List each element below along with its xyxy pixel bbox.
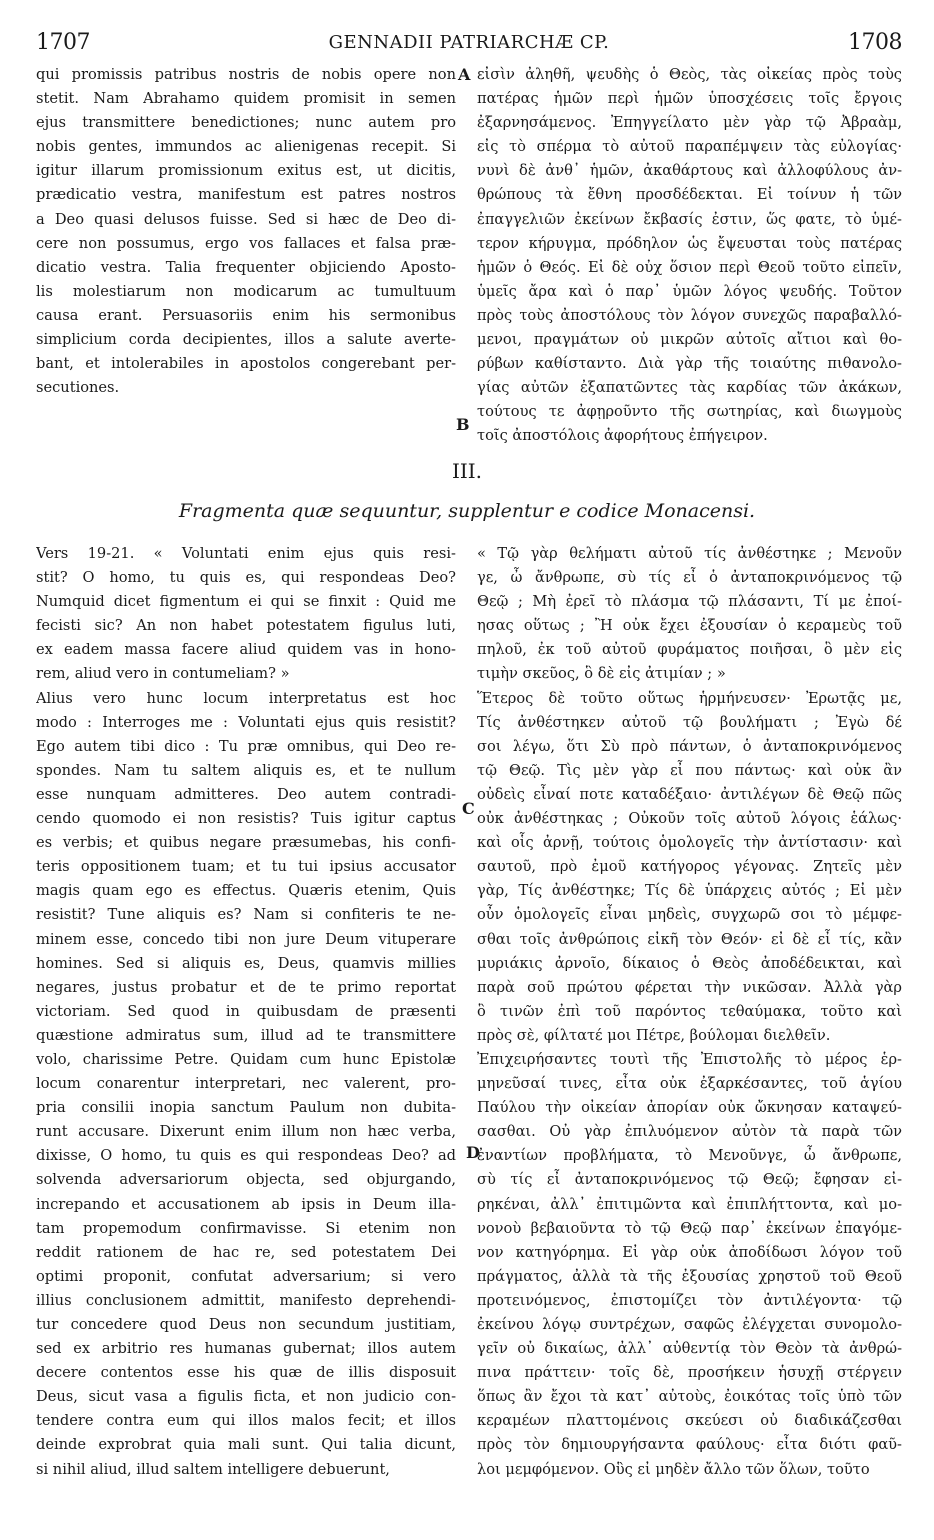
text-line: γεῖν οὐ δικαίως, ἀλλ᾽ αὐθεντίᾳ τὸν Θεὸν τὰ ἀνθρώ- bbox=[477, 1340, 902, 1358]
latin-column-bottom bbox=[36, 542, 456, 1482]
text-line: solvenda adversariorum objecta, sed objurgando, bbox=[36, 1171, 456, 1189]
section-heading: Fragmenta quæ sequuntur, supplentur e codice Monacensi. bbox=[178, 500, 756, 522]
text-line: dixisse, O homo, tu quis es qui respondeas Deo? ad bbox=[36, 1147, 456, 1165]
text-line: σαυτοῦ, πρὸ ἐμοῦ κατήγορος γέγονας. Ζητεῖς μὲν bbox=[477, 858, 902, 876]
text-line: νον κατηγόρημα. Εἰ γὰρ οὐκ ἀποδίδωσι λόγον τοῦ bbox=[477, 1243, 902, 1261]
text-line: prædicatio vestra, manifestum est patres nostros bbox=[36, 186, 456, 204]
text-line: spondes. Nam tu saltem aliquis es, et te nullum bbox=[36, 761, 456, 779]
text-line: σὺ τίς εἶ ἀνταποκρινόμενος τῷ Θεῷ; ἔφησαν εἰ- bbox=[477, 1171, 902, 1189]
text-line: victoriam. Sed quod in quibusdam de præsenti bbox=[36, 1002, 456, 1020]
text-line: ἡμῶν ὁ Θεός. Εἰ δὲ οὐχ ὅσιον περὶ Θεοῦ τοῦτο εἰπεῖν, bbox=[477, 258, 902, 276]
page-header bbox=[36, 30, 902, 64]
margin-marker-a: A bbox=[458, 65, 471, 84]
text-line: οὖν ὁμολογεῖς εἶναι μηδεὶς, συγχωρῶ σοι τὸ μέμφε- bbox=[477, 906, 902, 924]
text-line: ex eadem massa facere aliud quidem vas in hono- bbox=[36, 641, 456, 659]
text-line: ὅπως ἂν ἔχοι τὰ κατ᾽ αὐτοὺς, ἐοικότας τοῖς ὑπὸ τῶν bbox=[477, 1388, 902, 1406]
page-number-left: 1707 bbox=[36, 30, 90, 55]
text-line: νυνὶ δὲ ἀνθ᾽ ἡμῶν, ἀκαθάρτους καὶ ἀλλοφύλους ἀν- bbox=[477, 162, 902, 180]
text-line: νονοὺ βεβαιοῦντα τὸ τῷ Θεῷ παρ᾽ ἐκείνων ἐπαγόμε- bbox=[477, 1219, 902, 1237]
margin-marker-b: B bbox=[456, 415, 470, 434]
text-line: κεραμέων πλαττομένοις σκεύεσι οὐ διαδικάζεσθαι bbox=[477, 1412, 902, 1430]
text-line: qui promissis patribus nostris de nobis opere non bbox=[36, 66, 456, 83]
text-line: γίας αὐτῶν ἐξαπατῶντες τὰς καρδίας τῶν ἀκάκων, bbox=[477, 379, 902, 397]
text-line: Ἕτερος δὲ τοῦτο οὕτως ἡρμήνευσεν· Ἐρωτᾷς με, bbox=[477, 689, 902, 707]
text-line: magis quam ego es effectus. Quæris etenim, Quis bbox=[36, 882, 456, 900]
text-line: πηλοῦ, ἐκ τοῦ αὐτοῦ φυράματος ποιῆσαι, ὃ μὲν εἰς bbox=[477, 641, 902, 659]
text-line: οὐδεὶς εἶναί ποτε καταδέξαιο· ἀντιλέγων δὲ Θεῷ πῶς bbox=[477, 785, 902, 803]
text-line: ρύβων καθίσταντο. Διὰ γὰρ τῆς τοιαύτης πιθανολο- bbox=[477, 355, 902, 373]
text-line: ἐξαρνησάμενος. Ἐπηγγείλατο μὲν γὰρ τῷ Ἀβραὰμ, bbox=[477, 114, 902, 132]
text-line: esse nunquam admitteres. Deo autem contradi- bbox=[36, 785, 456, 803]
text-line: πράγματος, ἀλλὰ τὰ τῆς ἐξουσίας χρηστοῦ τοῦ Θεοῦ bbox=[477, 1267, 902, 1285]
text-line: illius conclusionem admittit, manifesto deprehendi- bbox=[36, 1291, 456, 1309]
margin-marker-c: C bbox=[462, 799, 475, 818]
text-line: θρώπους τὰ ἔθνη προσδέδεκται. Εἰ τοίνυν ἡ τῶν bbox=[477, 186, 902, 204]
text-line: τοῖς ἀποστόλοις ἀφορήτους ἐπήγειρον. bbox=[477, 427, 768, 445]
text-line: cere non possumus, ergo vos fallaces et falsa præ- bbox=[36, 234, 456, 252]
text-line: runt accusare. Dixerunt enim illum non hæc verba, bbox=[36, 1123, 456, 1141]
text-line: εἰσὶν ἀληθῆ, ψευδὴς ὁ Θεὸς, τὰς οἰκείας πρὸς τοὺς bbox=[477, 66, 902, 83]
text-line: volo, charissime Petre. Quidam cum hunc Epistolæ bbox=[36, 1050, 456, 1068]
text-line: Deus, sicut vasa a figulis ficta, et non judicio con- bbox=[36, 1388, 456, 1406]
text-line: a Deo quasi delusos fuisse. Sed si hæc de Deo di- bbox=[36, 210, 456, 228]
running-title: GENNADII PATRIARCHÆ CP. bbox=[328, 32, 610, 53]
text-line: πινα πράττειν· τοῖς δὲ, προσήκειν ἡσυχῇ στέργειν bbox=[477, 1364, 902, 1382]
text-line: igitur illarum promissionum exitus est, ut dicitis, bbox=[36, 162, 456, 180]
text-line: ησας οὕτως ; Ἢ οὐκ ἔχει ἐξουσίαν ὁ κεραμεὺς τοῦ bbox=[477, 617, 902, 635]
text-line: increpando et accusationem ab ipsis in Deum illa- bbox=[36, 1195, 456, 1213]
text-line: causa erant. Persuasoriis enim his sermonibus bbox=[36, 306, 456, 324]
text-line: μυριάκις ἀρνοῖο, δίκαιος ὁ Θεὸς ἀποδέδεικται, καὶ bbox=[477, 954, 902, 972]
text-line: resistit? Tune aliquis es? Nam si confiteris te ne- bbox=[36, 906, 456, 924]
text-line: σθαι τοῖς ἀνθρώποις εἰκῆ τὸν Θεόν· εἰ δὲ εἶ τίς, κἂν bbox=[477, 930, 902, 948]
text-line: ἐκείνου λόγῳ συντρέχων, σαφῶς ἐλέγχεται συνομολο- bbox=[477, 1316, 902, 1333]
text-line: minem esse, concedo tibi non jure Deum vituperare bbox=[36, 930, 456, 948]
text-line: fecisti sic? An non habet potestatem figulus luti, bbox=[36, 617, 456, 635]
text-line: οὐκ ἀνθέστηκας ; Οὐκοῦν τοῖς αὐτοῦ λόγοις ἑάλως· bbox=[477, 810, 902, 828]
margin-marker-d: D bbox=[466, 1143, 480, 1162]
text-line: τῷ Θεῷ. Τὶς μὲν γὰρ εἶ που πάντως· καὶ οὐκ ἂν bbox=[477, 761, 902, 779]
greek-column-bottom bbox=[477, 542, 902, 1482]
text-line: προτεινόμενος, ἐπιστομίζει τὸν ἀντιλέγοντα· τῷ bbox=[477, 1291, 902, 1309]
text-line: stetit. Nam Abrahamo quidem promisit in semen bbox=[36, 90, 456, 108]
text-line: « Τῷ γὰρ θελήματι αὐτοῦ τίς ἀνθέστηκε ; Μενοῦν bbox=[477, 545, 902, 562]
text-line: Τίς ἀνθέστηκεν αὐτοῦ τῷ βουλήματι ; Ἐγὼ δέ bbox=[477, 713, 902, 731]
text-line: negares, justus probatur et de te primo reportat bbox=[36, 978, 456, 996]
text-line: ὑμεῖς ἄρα καὶ ὁ παρ᾽ ὑμῶν λόγος ψευδής. Τοῦτον bbox=[477, 282, 902, 300]
text-line: tur concedere quod Deus non secundum justitiam, bbox=[36, 1316, 456, 1333]
text-line: μενοι, πραγμάτων οὐ μικρῶν αὐτοῖς αἴτιοι καὶ θο- bbox=[477, 331, 902, 349]
text-line: ρηκέναι, ἀλλ᾽ ἐπιτιμῶντα καὶ ἐπιπλήττοντα, καὶ μο- bbox=[477, 1195, 902, 1213]
text-line: optimi proponit, confutat adversarium; si vero bbox=[36, 1267, 456, 1285]
text-line: deinde exprobrat quia mali sunt. Qui talia dicunt, bbox=[36, 1436, 456, 1454]
latin-column-top bbox=[36, 63, 456, 400]
text-line: quæstione admiratus sum, illud ad te transmittere bbox=[36, 1026, 456, 1044]
text-line: rem, aliud vero in contumeliam? » bbox=[36, 665, 290, 683]
text-line: Vers 19-21. « Voluntati enim ejus quis resi- bbox=[36, 545, 456, 562]
text-line: παρὰ σοῦ πρώτου φέρεται τὴν νικῶσαν. Ἀλλὰ γὰρ bbox=[477, 978, 902, 996]
text-line: locum conarentur interpretari, nec valerent, pro- bbox=[36, 1075, 456, 1093]
text-line: simplicium corda decipientes, illos a salute averte- bbox=[36, 331, 456, 349]
text-line: σοι λέγω, ὅτι Σὺ πρὸ πάντων, ὁ ἀνταποκρινόμενος bbox=[477, 737, 902, 755]
text-line: ἐναντίων προβλήματα, τὸ Μενοῦνγε, ὦ ἄνθρωπε, bbox=[477, 1147, 902, 1165]
text-line: πρὸς σὲ, φίλτατέ μοι Πέτρε, βούλομαι διελθεῖν. bbox=[477, 1026, 831, 1044]
text-line: secutiones. bbox=[36, 379, 120, 397]
text-line: πατέρας ἡμῶν περὶ ἡμῶν ὑποσχέσεις τοῖς ἔργοις bbox=[477, 90, 902, 108]
text-line: decere contentos esse his quæ de illis disposuit bbox=[36, 1364, 456, 1382]
text-line: tam propemodum confirmavisse. Si etenim non bbox=[36, 1219, 456, 1237]
text-line: γὰρ, Τίς ἀνθέστηκε; Τίς δὲ ὑπάρχεις αὐτός ; Εἰ μὲν bbox=[477, 882, 902, 900]
text-line: pria consilii inopia sanctum Paulum non dubita- bbox=[36, 1099, 456, 1117]
text-line: Παύλου τὴν οἰκείαν ἀπορίαν οὐκ ὤκνησαν καταψεύ- bbox=[477, 1099, 902, 1117]
text-line: stit? O homo, tu quis es, qui respondeas Deo? bbox=[36, 569, 456, 587]
text-line: σασθαι. Οὐ γὰρ ἐπιλυόμενον αὐτὸν τὰ παρὰ τῶν bbox=[477, 1123, 902, 1141]
text-line: reddit rationem de hac re, sed potestatem Dei bbox=[36, 1243, 456, 1261]
text-line: homines. Sed si aliquis es, Deus, quamvis millies bbox=[36, 954, 456, 972]
text-line: Alius vero hunc locum interpretatus est hoc bbox=[36, 689, 456, 707]
text-line: πρὸς τοὺς ἀποστόλους τὸν λόγον συνεχῶς παραβαλλό- bbox=[477, 306, 902, 324]
text-line: Ego autem tibi dico : Tu præ omnibus, qui Deo re- bbox=[36, 737, 456, 755]
text-line: τερον κήρυγμα, πρόδηλον ὡς ἔψευσται τοὺς πατέρας bbox=[477, 234, 902, 252]
text-line: bant, et intolerabiles in apostolos congerebant per- bbox=[36, 355, 456, 373]
text-line: lis molestiarum non modicarum ac tumultuum bbox=[36, 282, 456, 300]
greek-column-top bbox=[477, 63, 902, 449]
text-line: τιμὴν σκεῦος, ὃ δὲ εἰς ἀτιμίαν ; » bbox=[477, 665, 726, 683]
text-line: εἰς τὸ σπέρμα τὸ αὐτοῦ παραπέμψειν τὰς εὐλογίας· bbox=[477, 138, 902, 156]
text-line: καὶ οἷς ἀρνῇ, τούτοις ὁμολογεῖς τὴν ἀντίστασιν· καὶ bbox=[477, 834, 902, 852]
text-line: Numquid dicet figmentum ei qui se finxit : Quid me bbox=[36, 593, 456, 611]
text-line: ὃ τινῶν ἐπὶ τοῦ παρόντος τεθαύμακα, τοῦτο καὶ bbox=[477, 1002, 902, 1020]
text-line: ejus transmittere benedictiones; nunc autem pro bbox=[36, 114, 456, 132]
text-line: tendere contra eum qui illos malos fecit; et illos bbox=[36, 1412, 456, 1430]
text-line: γε, ὦ ἄνθρωπε, σὺ τίς εἶ ὁ ἀνταποκρινόμενος τῷ bbox=[477, 569, 902, 587]
section-number: III. bbox=[451, 459, 483, 483]
text-line: si nihil aliud, illud saltem intelligere debuerunt, bbox=[36, 1460, 390, 1478]
text-line: modo : Interroges me : Voluntati ejus quis resistit? bbox=[36, 713, 456, 731]
text-line: λοι μεμφόμενον. Οὓς εἰ μηδὲν ἄλλο τῶν ὅλων, τοῦτο bbox=[477, 1460, 870, 1478]
text-line: Θεῷ ; Μὴ ἐρεῖ τὸ πλάσμα τῷ πλάσαντι, Τί με ἐποί- bbox=[477, 593, 902, 611]
text-line: τούτους τε ἀφῃροῦντο τῆς σωτηρίας, καὶ διωγμοὺς bbox=[477, 403, 902, 421]
text-line: sed ex arbitrio res humanas gubernat; illos autem bbox=[36, 1340, 456, 1358]
text-line: Ἐπιχειρήσαντες τουτὶ τῆς Ἐπιστολῆς τὸ μέρος ἑρ- bbox=[477, 1050, 902, 1068]
text-line: cendo quomodo ei non resistis? Tuis igitur captus bbox=[36, 810, 456, 828]
text-line: es verbis; et quibus negare præsumebas, his confi- bbox=[36, 834, 456, 852]
text-line: dicatio vestra. Talia frequenter objiciendo Aposto- bbox=[36, 258, 456, 276]
text-line: μηνεῦσαί τινες, εἶτα οὐκ ἐξαρκέσαντες, τοῦ ἁγίου bbox=[477, 1075, 902, 1093]
text-line: πρὸς τὸν δημιουργήσαντα φαύλους· εἶτα διότι φαῦ- bbox=[477, 1436, 902, 1454]
page-number-right: 1708 bbox=[848, 30, 902, 55]
text-line: nobis gentes, immundos ac alienigenas recepit. Si bbox=[36, 138, 456, 156]
text-line: teris oppositionem tuam; et tu tui ipsius accusator bbox=[36, 858, 456, 876]
text-line: ἐπαγγελιῶν ἐκείνων ἔκβασίς ἐστιν, ὥς φατε, τὸ ὑμέ- bbox=[477, 210, 902, 228]
